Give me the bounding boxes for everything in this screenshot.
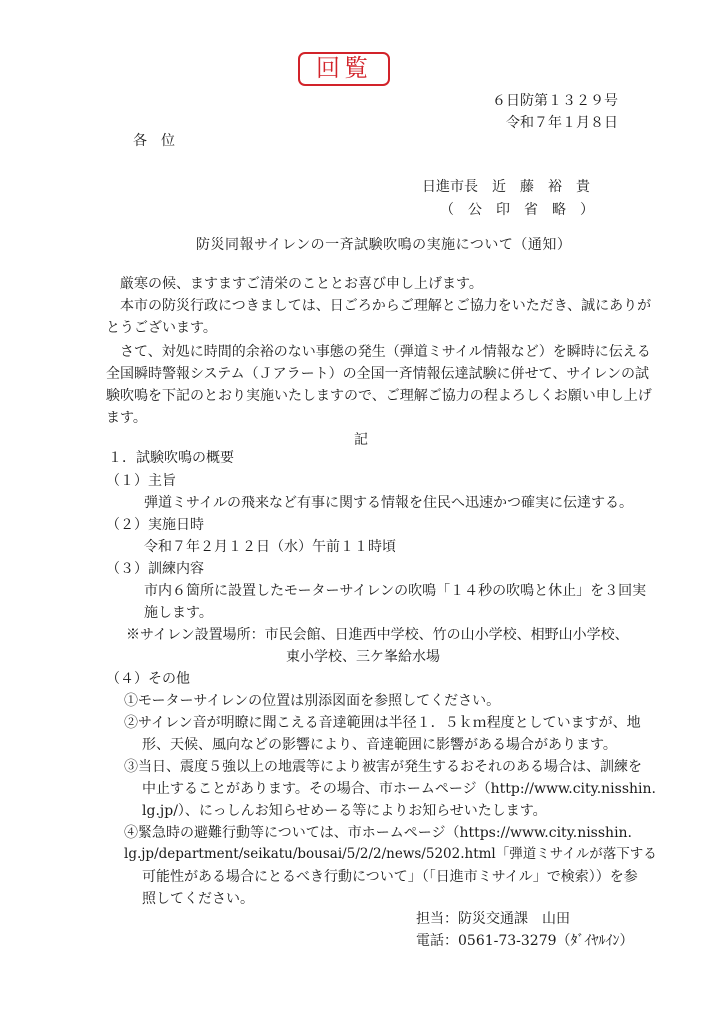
seal-note: （ 公 印 省 略 ） — [440, 202, 594, 218]
item-heading: （２）実施日時 — [106, 517, 204, 533]
sender-name: 日進市長 近 藤 裕 貴 — [422, 179, 590, 195]
section-heading: １．試験吹鳴の概要 — [108, 450, 234, 466]
item-heading: （４）その他 — [106, 671, 190, 687]
intro-line: とうございます。 — [106, 320, 217, 336]
intro-line: ます。 — [106, 410, 147, 426]
intro-line: 全国瞬時警報システム（Ｊアラート）の全国一斉情報伝達試験に併せて、サイレンの試 — [106, 366, 649, 382]
item-text: 弾道ミサイルの飛来など有事に関する情報を住民へ迅速かつ確実に伝達する。 — [144, 495, 634, 511]
note-line: 中止することがあります。その場合、市ホームページ（http://www.city.nisshin. — [142, 781, 656, 797]
item-heading: （１）主旨 — [106, 473, 176, 489]
intro-line: 本市の防災行政につきましては、日ごろからご理解とご協力をいただき、誠にありが — [106, 298, 652, 314]
note-line: lg.jp/）、にっしんお知らせめーる等によりお知らせいたします。 — [142, 803, 547, 819]
note-line: ①モーターサイレンの位置は別添図面を参照してください。 — [124, 693, 501, 709]
item-text: 令和７年２月１２日（水）午前１１時頃 — [144, 539, 396, 555]
contact-phone: 電話：0561-73-3279（ﾀﾞｲﾔﾙｲﾝ） — [416, 933, 634, 949]
circulation-stamp: 回覧 — [298, 52, 390, 86]
note-line: ③当日、震度５強以上の地震等により被害が発生するおそれのある場合は、訓練を — [124, 759, 642, 775]
item-text: 市内６箇所に設置したモーターサイレンの吹鳴「１４秒の吹鳴と休止」を３回実 — [144, 583, 647, 599]
ki-marker: 記 — [354, 432, 368, 448]
document-date: 令和７年１月８日 — [506, 115, 618, 131]
recipient: 各 位 — [133, 133, 175, 149]
item-heading: （３）訓練内容 — [106, 561, 204, 577]
item-text: 施します。 — [144, 605, 213, 621]
note-line: ④緊急時の避難行動等については、市ホームページ（https://www.city.nisshin. — [124, 825, 633, 841]
siren-sites: 東小学校、三ケ峯給水場 — [286, 649, 440, 665]
note-line: 照してください。 — [142, 891, 254, 907]
siren-sites: ※サイレン設置場所：市民会館、日進西中学校、竹の山小学校、相野山小学校、 — [126, 627, 629, 643]
intro-line: 験吹鳴を下記のとおり実施いたしますので、ご理解ご協力の程よろしくお願い申し上げ — [106, 388, 652, 404]
note-line: 可能性がある場合にとるべき行動について」（「日進市ミサイル」で検索））を参 — [142, 869, 638, 885]
document-title: 防災同報サイレンの一斉試験吹鳴の実施について（通知） — [196, 237, 572, 253]
note-line: lg.jp/department/seikatu/bousai/5/2/2/news/5202.html「弾道ミサイルが落下する — [124, 846, 657, 862]
document-number: ６日防第１３２９号 — [492, 93, 618, 109]
note-line: 形、天候、風向などの影響により、音達範囲に影響がある場合があります。 — [142, 737, 617, 753]
note-line: ②サイレン音が明瞭に聞こえる音達範囲は半径１．５ｋｍ程度としていますが、地 — [124, 715, 641, 731]
intro-line: 厳寒の候、ますますご清栄のこととお喜び申し上げます。 — [106, 276, 483, 292]
intro-line: さて、対処に時間的余裕のない事態の発生（弾道ミサイル情報など）を瞬時に伝える — [106, 344, 651, 360]
contact-person: 担当：防災交通課 山田 — [416, 911, 570, 927]
